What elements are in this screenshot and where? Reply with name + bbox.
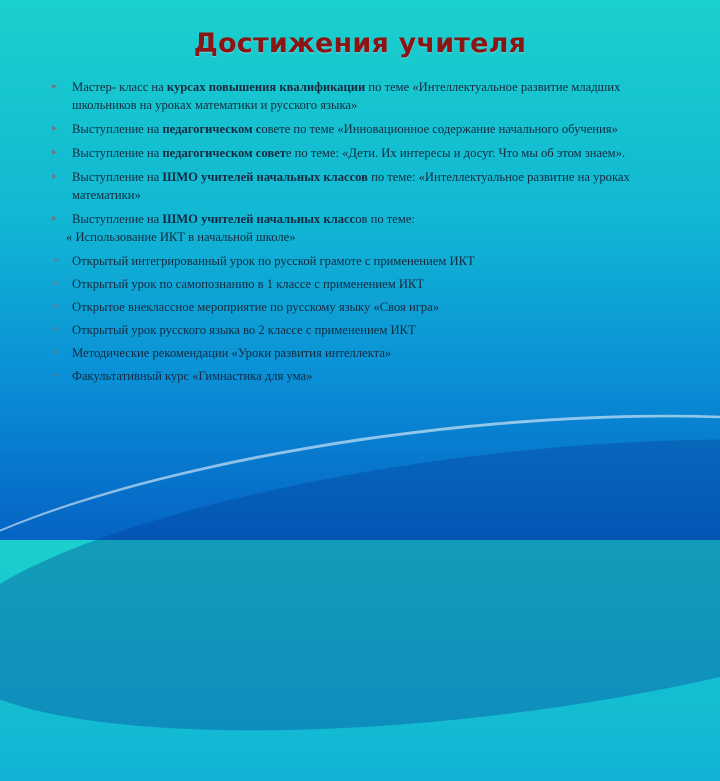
list-item: ➢ Открытый урок по самопознанию в 1 классе с применением ИКТ bbox=[52, 277, 425, 291]
list-item: ➢ Открытый урок русского языка во 2 классе с применением ИКТ bbox=[52, 323, 416, 337]
triangle-bullet-icon: ▸ bbox=[52, 171, 58, 182]
check-arrow-bullet-icon: ➢ bbox=[52, 347, 61, 358]
background-swoosh-line bbox=[0, 364, 720, 759]
list-item: ▸ Выступление на ШМО учителей начальных классов по теме: « Использование ИКТ в начальной школе» bbox=[52, 212, 415, 244]
achievements-list bbox=[52, 78, 662, 390]
check-arrow-bullet-icon: ➢ bbox=[52, 324, 61, 335]
list-item: ➢ Открытое внеклассное мероприятие по русскому языку «Своя игра» bbox=[52, 300, 440, 314]
triangle-bullet-icon: ▸ bbox=[52, 213, 58, 224]
list-item: ➢ Методические рекомендации «Уроки развития интеллекта» bbox=[52, 346, 392, 360]
list-item: ▸ Выступление на ШМО учителей начальных классов по теме: «Интеллектуальное развитие на уроках математики» bbox=[52, 170, 630, 202]
triangle-bullet-icon: ▸ bbox=[52, 147, 58, 158]
list-item: ▸ Выступление на педагогическом совете по теме «Инновационное содержание начального обучения» bbox=[52, 122, 618, 136]
check-arrow-bullet-icon: ➢ bbox=[52, 370, 61, 381]
list-item: ▸ Мастер- класс на курсах повышения квалификации по теме «Интеллектуальное развитие младших школьников на уроках математики и русского языка» bbox=[52, 80, 621, 112]
check-arrow-bullet-icon: ➢ bbox=[52, 278, 61, 289]
triangle-bullet-icon: ▸ bbox=[52, 81, 58, 92]
triangle-bullet-icon: ▸ bbox=[52, 123, 58, 134]
list-item: ➢ Открытый интегрированный урок по русской грамоте с применением ИКТ bbox=[52, 254, 475, 268]
list-item: ▸ Выступление на педагогическом совете по теме: «Дети. Их интересы и досуг. Что мы об этом знаем». bbox=[52, 146, 626, 160]
list-item: ➢ Факультативный курс «Гимнастика для ума» bbox=[52, 369, 313, 383]
check-arrow-bullet-icon: ➢ bbox=[52, 301, 61, 312]
slide-title: Достижения учителя bbox=[193, 28, 527, 59]
check-arrow-bullet-icon: ➢ bbox=[52, 255, 61, 266]
